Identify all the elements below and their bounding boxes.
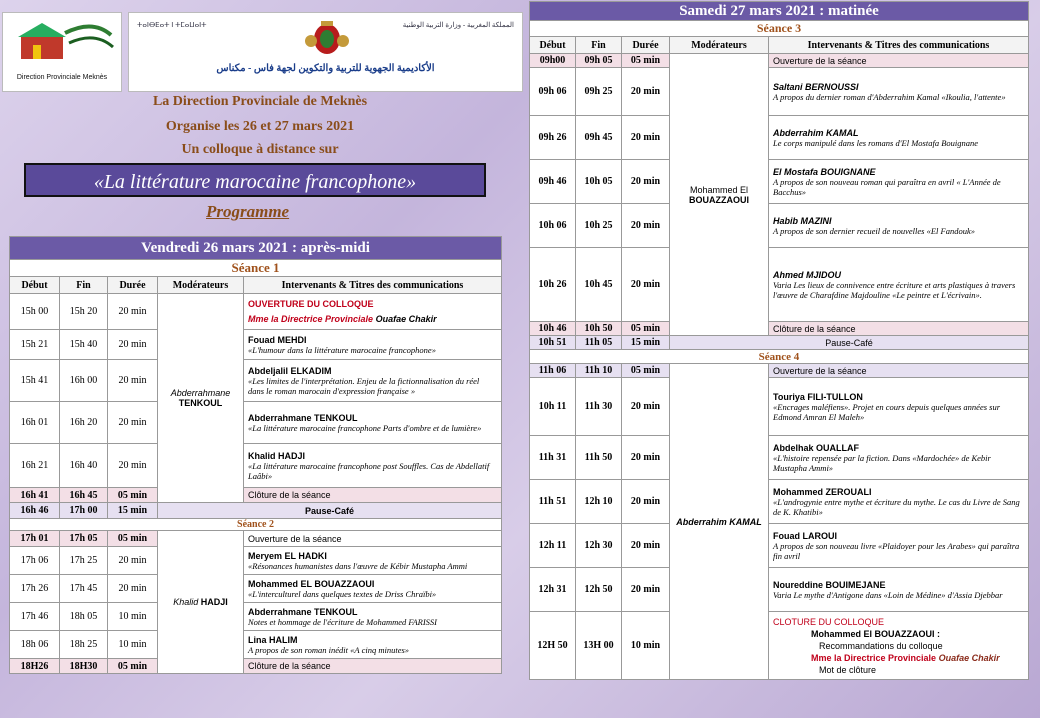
start-time: 15h 21 — [10, 330, 60, 360]
colloque-title-banner: «La littérature marocaine francophone» — [24, 163, 486, 197]
duration: 20 min — [108, 330, 158, 360]
speaker-name: Habib MAZINI — [773, 215, 832, 226]
opening-label: Ouverture de la séance — [769, 54, 1029, 68]
start-time: 17h 01 — [10, 531, 60, 547]
start-time: 18H26 — [10, 659, 60, 674]
moderator-cell — [158, 294, 244, 503]
duration: 05 min — [622, 364, 670, 378]
moderator-last-name: TENKOUL — [178, 398, 223, 408]
direction-logo — [2, 12, 122, 92]
moderator-last-name: BOUAZZAOUI — [689, 194, 749, 205]
duration: 20 min — [622, 378, 670, 436]
start-time: 12h 31 — [530, 568, 576, 612]
royal-crest-icon — [301, 19, 353, 57]
speaker-name: Ahmed MJIDOU — [773, 269, 842, 280]
start-time: 12h 11 — [530, 524, 576, 568]
start-time: 16h 01 — [10, 402, 60, 444]
duration: 05 min — [108, 531, 158, 547]
col-moderators: Modérateurs — [158, 277, 244, 294]
talk-title: Notes et hommage de l'écriture de Mohammed FARISSI — [248, 616, 438, 627]
closing-label: Clôture de la séance — [769, 322, 1029, 336]
duration: 20 min — [622, 204, 670, 248]
end-time: 16h 00 — [60, 360, 108, 402]
duration: 05 min — [108, 488, 158, 503]
duration: 05 min — [622, 322, 670, 336]
opening-label: Ouverture de la séance — [244, 531, 502, 547]
talk-title: A propos de son dernier recueil de nouvelles «El Fandouk» — [773, 225, 975, 236]
talk-title: Varia Le mythe d'Antigone dans «Loin de Médine» d'Assia Djebbar — [773, 589, 1003, 600]
end-time: 12h 30 — [576, 524, 622, 568]
speaker-name: Abderrahim KAMAL — [773, 127, 859, 138]
duration: 20 min — [622, 436, 670, 480]
duration: 20 min — [108, 444, 158, 488]
start-time: 16h 46 — [10, 503, 60, 519]
start-time: 15h 00 — [10, 294, 60, 330]
speaker-name: Saltani BERNOUSSI — [773, 81, 859, 92]
start-time: 16h 41 — [10, 488, 60, 503]
table-row — [10, 531, 502, 547]
pause-label: Pause-Café — [670, 336, 1029, 350]
org-line-3: Un colloque à distance sur — [181, 142, 339, 157]
end-time: 17h 25 — [60, 547, 108, 575]
table-row — [530, 322, 1029, 336]
speaker-name: Abderrahmane TENKOUL — [248, 412, 358, 423]
end-time: 17h 00 — [60, 503, 108, 519]
start-time: 10h 06 — [530, 204, 576, 248]
seance1-title: Séance 1 — [10, 260, 502, 277]
table-row — [10, 659, 502, 674]
moderator-cell — [670, 54, 769, 336]
speaker-name: Abdelhak OUALLAF — [773, 442, 860, 453]
speaker-name: El Mostafa BOUIGNANE — [773, 166, 876, 177]
end-time: 10h 45 — [576, 248, 622, 322]
table-row — [10, 330, 502, 360]
closing-speaker-1: Mohammed El BOUAZZAOUI : — [811, 628, 941, 639]
opening-label: Ouverture de la séance — [769, 364, 1029, 378]
duration: 20 min — [108, 575, 158, 603]
talk-title: «L'androgynie entre mythe et écriture du mythe. Le cas du Livre de Sang de K. Khatibi» — [773, 496, 1020, 517]
end-time: 17h 05 — [60, 531, 108, 547]
start-time: 10h 46 — [530, 322, 576, 336]
moderator-last-name: HADJI — [200, 596, 228, 607]
start-time: 17h 26 — [10, 575, 60, 603]
speaker-name: Meryem EL HADKI — [248, 550, 327, 561]
speaker-cell — [244, 444, 502, 488]
start-time: 10h 11 — [530, 378, 576, 436]
building-logo-icon — [3, 13, 121, 69]
pause-label: Pause-Café — [158, 503, 502, 519]
duration: 10 min — [622, 612, 670, 680]
speaker-cell — [244, 547, 502, 575]
duration: 10 min — [108, 631, 158, 659]
speaker-cell — [244, 330, 502, 360]
speaker-cell — [769, 480, 1029, 524]
talk-title: Varia Les lieux de connivence entre écriture et arts plastiques à travers l'œuvre de Charafdine Majdouline «Le peintre et L'écrivain». — [773, 279, 1016, 300]
seance3-title: Séance 3 — [530, 21, 1029, 37]
end-time: 10h 05 — [576, 160, 622, 204]
speaker-cell — [769, 160, 1029, 204]
end-time: 11h 50 — [576, 436, 622, 480]
day1-table — [9, 236, 502, 674]
start-time: 15h 41 — [10, 360, 60, 402]
table-row — [530, 480, 1029, 524]
closing-speaker-2-name: Ouafae Chakir — [938, 652, 1000, 663]
end-time: 11h 05 — [576, 336, 622, 350]
moderator-first-name: Khalid — [173, 596, 199, 607]
duration: 20 min — [108, 402, 158, 444]
day2-title: Samedi 27 mars 2021 : matinée — [530, 2, 1029, 21]
end-time: 15h 40 — [60, 330, 108, 360]
talk-title: A propos de son roman inédit «A cinq minutes» — [248, 644, 410, 655]
col-duration: Durée — [108, 277, 158, 294]
end-time: 10h 50 — [576, 322, 622, 336]
speaker-name: Lina HALIM — [248, 634, 298, 645]
day2-table — [529, 1, 1029, 680]
table-row — [530, 204, 1029, 248]
table-row — [530, 524, 1029, 568]
col-start: Début — [10, 277, 60, 294]
table-row — [10, 294, 502, 330]
speaker-cell — [769, 116, 1029, 160]
start-time: 11h 51 — [530, 480, 576, 524]
end-time: 18h 25 — [60, 631, 108, 659]
speaker-name: Abderrahmane TENKOUL — [248, 606, 358, 617]
talk-title: «La littérature marocaine francophone post Souffles. Cas de Abdellatif Laâbi» — [248, 460, 490, 481]
col-start: Début — [530, 37, 576, 54]
tifinagh-header-text: ⵜⴰⵏⴱⴹⴰⵜ ⵏ ⵜⵎⴰⵡⴰⵏⵜ — [137, 21, 207, 29]
speaker-name: Khalid HADJI — [248, 450, 306, 461]
end-time: 18h 05 — [60, 603, 108, 631]
start-time: 10h 26 — [530, 248, 576, 322]
col-moderators: Modérateurs — [670, 37, 769, 54]
speaker-cell — [769, 204, 1029, 248]
table-row — [10, 547, 502, 575]
speaker-name: OUVERTURE DU COLLOQUE — [248, 299, 374, 309]
col-duration: Durée — [622, 37, 670, 54]
talk-title: A propos du dernier roman d'Abderrahim Kamal «Ikoulia, l'attente» — [773, 91, 1006, 102]
talk-title: «Encrages maléfiens». Projet en cours depuis quelques années sur Edmond Amran El Maleh» — [773, 401, 1001, 422]
duration: 10 min — [108, 603, 158, 631]
talk-title: «L'histoire repensée par la fiction. Dans «Mardochée» de Kebir Mustapha Ammi» — [773, 452, 991, 473]
start-time: 11h 06 — [530, 364, 576, 378]
table-row — [530, 568, 1029, 612]
speaker-name: Abdeljalil ELKADIM — [248, 365, 332, 376]
table-row — [530, 364, 1029, 378]
start-time: 10h 51 — [530, 336, 576, 350]
table-row — [530, 116, 1029, 160]
table-row — [10, 402, 502, 444]
duration: 20 min — [622, 68, 670, 116]
day1-title: Vendredi 26 mars 2021 : après-midi — [10, 237, 502, 260]
talk-title: Le corps manipulé dans les romans d'El Mostafa Bouignane — [773, 137, 979, 148]
speaker-extra: Ouafae Chakir — [375, 314, 437, 324]
academy-name: الأكاديمية الجهوية للتربية والتكوين لجهة فاس - مكناس — [216, 63, 435, 74]
org-line-1: La Direction Provinciale de Meknès — [152, 94, 368, 109]
talk-title: «La littérature marocaine francophone Parts d'ombre et de lumière» — [248, 422, 482, 433]
closing-text-1: Recommandations du colloque — [819, 640, 943, 651]
talk-title: «Résonances humanistes dans l'œuvre de Kébir Mustapha Ammi — [248, 560, 468, 571]
duration: 15 min — [108, 503, 158, 519]
speaker-cell — [244, 294, 502, 330]
duration: 20 min — [622, 248, 670, 322]
table-row — [530, 248, 1029, 322]
duration: 05 min — [108, 659, 158, 674]
start-time: 09h 26 — [530, 116, 576, 160]
closing-label: Clôture de la séance — [244, 659, 502, 674]
seance4-title: Séance 4 — [530, 350, 1029, 364]
speaker-cell — [769, 378, 1029, 436]
talk-title: Mme la Directrice Provinciale — [248, 314, 374, 324]
speaker-cell — [244, 575, 502, 603]
speaker-name: Fouad LAROUI — [773, 530, 837, 541]
speaker-cell — [769, 568, 1029, 612]
start-time: 09h00 — [530, 54, 576, 68]
talk-title: A propos de son nouveau livre «Plaidoyer pour les Arabes» qui paraîtra fin avril — [773, 540, 1020, 561]
closing-text-2: Mot de clôture — [819, 664, 877, 675]
table-row — [530, 378, 1029, 436]
table-row — [10, 631, 502, 659]
end-time: 16h 20 — [60, 402, 108, 444]
moderator-cell — [158, 531, 244, 674]
speaker-cell — [244, 631, 502, 659]
end-time: 09h 05 — [576, 54, 622, 68]
duration: 20 min — [622, 160, 670, 204]
duration: 20 min — [108, 547, 158, 575]
speaker-cell — [769, 436, 1029, 480]
start-time: 17h 46 — [10, 603, 60, 631]
speaker-cell — [769, 524, 1029, 568]
end-time: 12h 50 — [576, 568, 622, 612]
seance2-title: Séance 2 — [10, 519, 502, 531]
col-speakers: Intervenants & Titres des communications — [769, 37, 1029, 54]
moderator-first-name: Abderrahmane — [170, 388, 231, 398]
start-time: 09h 46 — [530, 160, 576, 204]
end-time: 09h 45 — [576, 116, 622, 160]
arabic-header-text: المملكة المغربية - وزارة التربية الوطنية — [402, 21, 514, 29]
start-time: 17h 06 — [10, 547, 60, 575]
duration: 20 min — [108, 294, 158, 330]
table-row — [10, 603, 502, 631]
moderator-cell: Abderrahim KAMAL — [670, 364, 769, 680]
duration: 05 min — [622, 54, 670, 68]
duration: 20 min — [622, 480, 670, 524]
start-time: 18h 06 — [10, 631, 60, 659]
speaker-cell — [244, 603, 502, 631]
table-row — [10, 575, 502, 603]
end-time: 11h 30 — [576, 378, 622, 436]
end-time: 16h 45 — [60, 488, 108, 503]
speaker-cell — [769, 68, 1029, 116]
closing-cell — [769, 612, 1029, 680]
table-row — [530, 612, 1029, 680]
speaker-cell — [769, 248, 1029, 322]
col-end: Fin — [576, 37, 622, 54]
speaker-name: Mohammed EL BOUAZZAOUI — [248, 578, 375, 589]
table-row — [10, 444, 502, 488]
speaker-name: Mohammed ZEROUALI — [773, 486, 872, 497]
end-time: 17h 45 — [60, 575, 108, 603]
start-time: 12H 50 — [530, 612, 576, 680]
table-row — [10, 488, 502, 503]
end-time: 16h 40 — [60, 444, 108, 488]
end-time: 15h 20 — [60, 294, 108, 330]
start-time: 11h 31 — [530, 436, 576, 480]
table-row — [530, 160, 1029, 204]
talk-title: «L'interculturel dans quelques textes de Driss Chraïbi» — [248, 588, 437, 599]
end-time: 18H30 — [60, 659, 108, 674]
start-time: 16h 21 — [10, 444, 60, 488]
duration: 20 min — [108, 360, 158, 402]
table-row — [530, 54, 1029, 68]
end-time: 12h 10 — [576, 480, 622, 524]
table-row — [530, 68, 1029, 116]
table-row — [530, 436, 1029, 480]
duration: 20 min — [622, 116, 670, 160]
start-time: 09h 06 — [530, 68, 576, 116]
end-time: 11h 10 — [576, 364, 622, 378]
ministry-header — [128, 12, 523, 92]
duration: 20 min — [622, 568, 670, 612]
duration: 15 min — [622, 336, 670, 350]
table-row — [10, 360, 502, 402]
end-time: 10h 25 — [576, 204, 622, 248]
closing-heading: CLOTURE DU COLLOQUE — [773, 616, 885, 627]
org-line-2: Organise les 26 et 27 mars 2021 — [165, 119, 355, 134]
logo-caption: Direction Provinciale Meknès — [16, 74, 108, 81]
speaker-cell — [244, 402, 502, 444]
duration: 20 min — [622, 524, 670, 568]
speaker-cell — [244, 360, 502, 402]
end-time: 09h 25 — [576, 68, 622, 116]
talk-title: A propos de son nouveau roman qui paraîtra en avril « L'Année de Bacchus» — [773, 176, 1001, 197]
speaker-name: Touriya FILI-TULLON — [773, 391, 863, 402]
talk-title: «L'humour dans la littérature marocaine francophone» — [248, 344, 436, 355]
programme-heading: Programme — [206, 202, 290, 221]
col-end: Fin — [60, 277, 108, 294]
closing-label: Clôture de la séance — [244, 488, 502, 503]
speaker-name: Fouad MEHDI — [248, 334, 307, 345]
end-time: 13H 00 — [576, 612, 622, 680]
table-row — [10, 503, 502, 519]
closing-speaker-2: Mme la Directrice Provinciale — [811, 652, 937, 663]
moderator-first-name: Mohammed El — [689, 184, 749, 195]
speaker-name: Noureddine BOUIMEJANE — [773, 579, 886, 590]
col-speakers: Intervenants & Titres des communications — [244, 277, 502, 294]
talk-title: «Les limites de l'interprétation. Enjeu de la fictionnalisation du réel dans le roman marocain d'expression française » — [248, 375, 480, 396]
table-row — [530, 336, 1029, 350]
